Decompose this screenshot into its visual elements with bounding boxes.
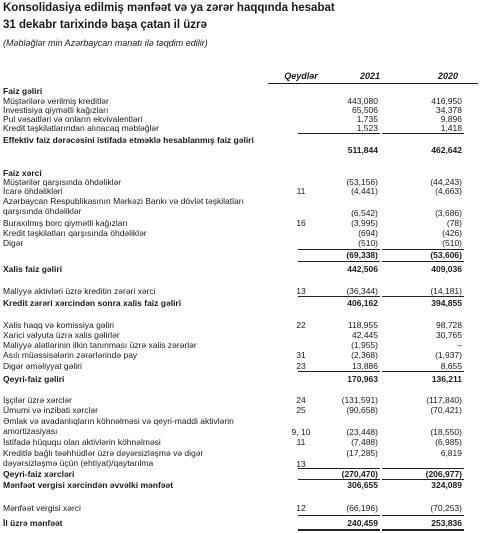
value-2021: 170,963 <box>347 374 378 384</box>
row-label: Ümumi və inzibati xərclər <box>3 405 98 415</box>
row-label: Azərbaycan Respublikasının Mərkəzi Bankı və dövlət təşkilatları qarşısında öhdəliklər <box>3 196 244 216</box>
row-label: Digər <box>3 238 24 248</box>
value-2020: (78) <box>446 218 462 228</box>
value-2021: 240,459 <box>347 518 378 528</box>
row-label: Buraxılmış borc qiymətli kağızları <box>3 218 128 228</box>
value-2021: (90,658) <box>346 405 378 415</box>
value-2021: (6,542) <box>351 208 378 218</box>
row-label: Xarici valyuta üzrə xalis gəlirlər <box>3 330 120 340</box>
value-2021: (3,995) <box>351 218 378 228</box>
row-label: Müştərilərə verilmiş kreditlər <box>3 96 109 106</box>
header-underline <box>268 83 478 84</box>
row-label: Mənfəət vergisi xərci <box>3 503 81 513</box>
note-ref: 22 <box>296 320 306 330</box>
subtotal-rule <box>298 515 380 516</box>
column-header-2021: 2021 <box>359 71 380 81</box>
value-2021: (1,955) <box>351 340 378 350</box>
value-2020: (1,937) <box>435 350 462 360</box>
value-2020: 8,655 <box>440 361 462 371</box>
value-2020: (14,181) <box>430 286 462 296</box>
value-2021: 406,162 <box>347 298 378 308</box>
subtotal-rule <box>382 371 464 372</box>
note-ref: 11 <box>296 186 306 196</box>
value-2020: 416,950 <box>431 96 462 106</box>
row-label: Kreditlə bağlı təəhhüdlər üzrə dəyərsizləşmə və digər dəyərsizləşmə üçün (ehtiyat)/qaytarılma <box>3 448 204 468</box>
value-2021: (131,591) <box>341 395 378 405</box>
note-ref: 31 <box>296 350 306 360</box>
note-ref: 9, 10 <box>291 427 311 437</box>
value-2020: 30,765 <box>436 330 462 340</box>
row-label: İcarə öhdəlikləri <box>3 186 63 196</box>
note-ref: 13 <box>296 286 306 296</box>
value-2020: (70,253) <box>430 503 462 513</box>
note-ref: 11 <box>296 437 306 447</box>
value-2020: 98,728 <box>436 320 462 330</box>
subtotal-rule <box>382 515 464 516</box>
value-2020: (44,243) <box>430 177 462 187</box>
value-2020: (6,985) <box>435 437 462 447</box>
row-label: Qeyri-faiz gəliri <box>3 374 65 384</box>
value-2021: 442,506 <box>347 264 378 274</box>
value-2021: 511,844 <box>347 145 378 155</box>
row-label: Maliyyə alətlərinin ilkin tanınması üzrə xalis zərərlər <box>3 340 197 350</box>
row-label: Xalis faiz gəliri <box>3 264 63 274</box>
row-label: Mənfəət vergisi xərcindən əvvəlki mənfəət <box>3 480 174 490</box>
value-2021: (4,441) <box>351 186 378 196</box>
row-label: Xalis haqq və komissiya gəliri <box>3 320 115 330</box>
value-2020: 462,642 <box>431 145 462 155</box>
row-label: Faiz gəliri <box>3 86 43 96</box>
total-double-rule <box>298 529 380 531</box>
row-label: Kredit təşkilatları qarşısında öhdəliklər <box>3 228 147 238</box>
value-2020: (117,840) <box>426 395 462 405</box>
row-label: Maliyyə aktivləri üzrə kreditin zərəri xərci <box>3 286 156 296</box>
subtotal-rule <box>298 261 380 262</box>
currency-note: (Məbləğlər min Azərbaycan manatı ilə təqdim edilir) <box>3 38 208 48</box>
value-2021: (270,470) <box>341 469 378 479</box>
row-label: İşçilər üzrə xərclər <box>3 395 72 405</box>
row-label: Effektiv faiz dərəcəsini istifadə etməklə hesablanmış faiz gəliri <box>3 135 254 145</box>
value-2021: (17,285) <box>346 448 378 458</box>
value-2021: (510) <box>358 238 378 248</box>
value-2021: (66,196) <box>346 503 378 513</box>
value-2021: 1,735 <box>356 114 378 124</box>
value-2021: (36,344) <box>346 286 378 296</box>
value-2020: 409,036 <box>431 264 462 274</box>
value-2020: 34,378 <box>436 105 462 115</box>
note-ref: 12 <box>296 503 306 513</box>
value-2020: 394,855 <box>431 298 462 308</box>
row-label: Əmlak və avadanlıqların köhnəlməsi və qeyri-maddi aktivlərin amortizasiyası <box>3 416 234 436</box>
value-2020: 324,089 <box>431 480 462 490</box>
subtotal-rule <box>382 261 464 262</box>
value-2020: 9,896 <box>440 114 462 124</box>
value-2021: (53,156) <box>346 177 378 187</box>
value-2020: (4,663) <box>435 186 462 196</box>
value-2020: 253,836 <box>431 518 462 528</box>
value-2021: (694) <box>358 228 378 238</box>
value-2021: (69,338) <box>346 250 378 260</box>
value-2021: 42,445 <box>352 330 378 340</box>
note-ref: 24 <box>296 395 306 405</box>
note-ref: 16 <box>296 218 306 228</box>
value-2021: (2,368) <box>351 350 378 360</box>
row-label: Asılı müəssisələrin zərərlərində pay <box>3 350 138 360</box>
value-2021: (7,488) <box>351 437 378 447</box>
row-label: Pul vəsaitləri və onların ekvivalentləri <box>3 114 143 124</box>
row-label: Qeyri-faiz xərcləri <box>3 469 75 479</box>
value-2021: 443,080 <box>347 96 378 106</box>
note-ref: 23 <box>296 361 306 371</box>
total-double-rule <box>382 529 464 531</box>
value-2020: 6,819 <box>440 448 462 458</box>
value-2020: (53,606) <box>430 250 462 260</box>
value-2020: 136,211 <box>431 374 462 384</box>
subtotal-rule <box>382 296 464 297</box>
value-2021: 13,886 <box>352 361 378 371</box>
column-header-notes: Qeydlər <box>284 71 318 81</box>
value-2021: 306,655 <box>347 480 378 490</box>
value-2021: 65,506 <box>352 105 378 115</box>
row-label: İstifadə hüququ olan aktivlərin köhnəlməsi <box>3 437 161 447</box>
value-2020: 1,418 <box>440 123 462 133</box>
row-label: Kredit zərəri xərcindən sonra xalis faiz gəliri <box>3 298 182 308</box>
value-2021: 1,523 <box>356 123 378 133</box>
value-2020: (206,977) <box>425 469 462 479</box>
value-2020: (426) <box>442 228 462 238</box>
row-label: Müştərilər qarşısında öhdəliklər <box>3 177 122 187</box>
report-subtitle: 31 dekabr tarixində başa çatan il üzrə <box>3 19 207 31</box>
value-2021: 118,955 <box>347 320 378 330</box>
value-2020: (510) <box>442 238 462 248</box>
subtotal-rule <box>298 133 380 134</box>
value-2021: (23,448) <box>346 427 378 437</box>
subtotal-rule <box>298 296 380 297</box>
report-title: Konsolidasiya edilmiş mənfəət və ya zərər haqqında hesabat <box>3 2 335 14</box>
column-header-2020: 2020 <box>437 71 458 81</box>
row-label: Faiz xərci <box>3 168 42 178</box>
subtotal-rule <box>382 133 464 134</box>
row-label: İnvestisiya qiymətli kağızları <box>3 105 109 115</box>
row-label: Kredit təşkilatlarından alınacaq məbləğlər <box>3 123 159 133</box>
row-label: Digər əməliyyat gəliri <box>3 361 82 371</box>
subtotal-rule <box>298 371 380 372</box>
value-2020: – <box>457 340 462 350</box>
note-ref: 25 <box>296 405 306 415</box>
value-2020: (70,421) <box>430 405 462 415</box>
value-2020: (3,686) <box>435 208 462 218</box>
value-2020: (18,550) <box>430 427 462 437</box>
note-ref: 13 <box>296 459 306 469</box>
row-label: İl üzrə mənfəət <box>3 518 63 528</box>
